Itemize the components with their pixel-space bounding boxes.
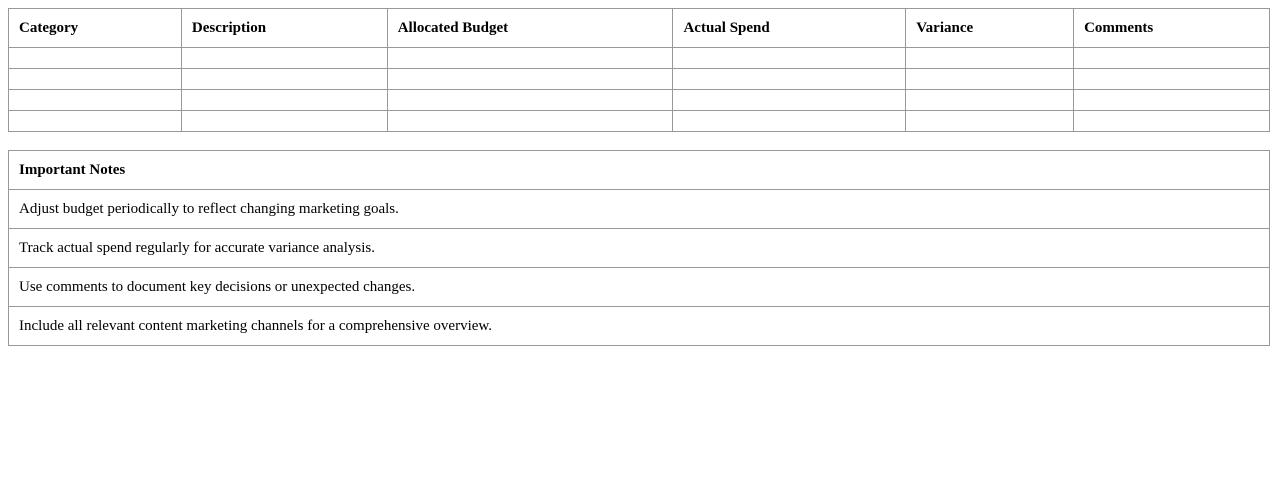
table-cell-actual-spend[interactable] xyxy=(673,48,906,69)
table-cell-comments[interactable] xyxy=(1074,48,1270,69)
table-cell-category[interactable] xyxy=(9,111,182,132)
table-cell-description[interactable] xyxy=(181,48,387,69)
table-cell-actual-spend[interactable] xyxy=(673,111,906,132)
table-cell-description[interactable] xyxy=(181,90,387,111)
note-text: Use comments to document key decisions or unexpected changes. xyxy=(9,268,1270,307)
important-notes-table xyxy=(8,150,1270,346)
table-cell-description[interactable] xyxy=(181,111,387,132)
table-cell-comments[interactable] xyxy=(1074,111,1270,132)
table-cell-actual-spend[interactable] xyxy=(673,69,906,90)
table-cell-comments[interactable] xyxy=(1074,90,1270,111)
column-header-comments: Comments xyxy=(1074,9,1270,48)
notes-header-row xyxy=(9,151,1270,190)
table-cell-allocated-budget[interactable] xyxy=(387,90,673,111)
table-cell-category[interactable] xyxy=(9,69,182,90)
table-row xyxy=(9,90,1270,111)
column-header-actual-spend: Actual Spend xyxy=(673,9,906,48)
table-row xyxy=(9,111,1270,132)
budget-table-header-row xyxy=(9,9,1270,48)
table-cell-actual-spend[interactable] xyxy=(673,90,906,111)
note-text: Include all relevant content marketing channels for a comprehensive overview. xyxy=(9,307,1270,346)
column-header-allocated-budget: Allocated Budget xyxy=(387,9,673,48)
table-cell-variance[interactable] xyxy=(906,48,1074,69)
table-cell-description[interactable] xyxy=(181,69,387,90)
column-header-variance: Variance xyxy=(906,9,1074,48)
table-cell-category[interactable] xyxy=(9,90,182,111)
table-cell-allocated-budget[interactable] xyxy=(387,69,673,90)
table-cell-variance[interactable] xyxy=(906,69,1074,90)
table-cell-variance[interactable] xyxy=(906,90,1074,111)
list-item xyxy=(9,190,1270,229)
list-item xyxy=(9,229,1270,268)
table-cell-category[interactable] xyxy=(9,48,182,69)
table-cell-comments[interactable] xyxy=(1074,69,1270,90)
table-cell-allocated-budget[interactable] xyxy=(387,48,673,69)
list-item xyxy=(9,268,1270,307)
note-text: Track actual spend regularly for accurate variance analysis. xyxy=(9,229,1270,268)
notes-title: Important Notes xyxy=(9,151,1270,190)
table-cell-allocated-budget[interactable] xyxy=(387,111,673,132)
column-header-category: Category xyxy=(9,9,182,48)
list-item xyxy=(9,307,1270,346)
table-row xyxy=(9,48,1270,69)
budget-table xyxy=(8,8,1270,132)
column-header-description: Description xyxy=(181,9,387,48)
note-text: Adjust budget periodically to reflect changing marketing goals. xyxy=(9,190,1270,229)
table-cell-variance[interactable] xyxy=(906,111,1074,132)
table-row xyxy=(9,69,1270,90)
